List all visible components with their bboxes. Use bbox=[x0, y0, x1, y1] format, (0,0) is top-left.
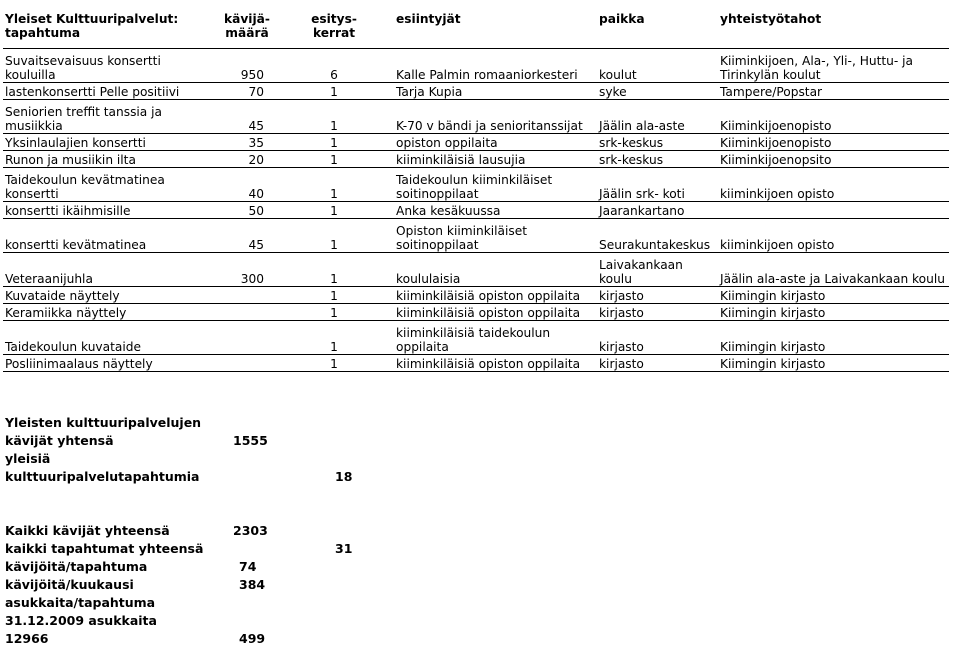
header-cell-2: esitys- kerrat bbox=[274, 12, 394, 48]
summary-total-label-2: kävijöitä/tapahtuma bbox=[5, 559, 148, 574]
table-cell-0: Taidekoulun kuvataide bbox=[3, 320, 220, 354]
table-cell-3: kiiminkiläisiä lausujia bbox=[394, 150, 597, 167]
table-cell-0: Taidekoulun kevätmatinea konsertti bbox=[3, 167, 220, 201]
summary-total-value-3: 384 bbox=[239, 577, 266, 592]
table-cell-2: 1 bbox=[274, 82, 394, 99]
table-cell-1: 40 bbox=[220, 167, 274, 201]
table-row bbox=[3, 150, 949, 167]
table-row bbox=[3, 286, 949, 303]
table-cell-0: Kuvataide näyttely bbox=[3, 286, 220, 303]
table-row bbox=[3, 99, 949, 133]
table-cell-1 bbox=[220, 286, 274, 303]
table-cell-4: kirjasto bbox=[597, 303, 718, 320]
table-cell-0: Seniorien treffit tanssia ja musiikkia bbox=[3, 99, 220, 133]
table-cell-3: kiiminkiläisiä opiston oppilaita bbox=[394, 354, 597, 371]
summary-total-label-6: 12966 bbox=[5, 631, 49, 646]
table-row bbox=[3, 303, 949, 320]
table-cell-2: 1 bbox=[274, 252, 394, 286]
table-row bbox=[3, 167, 949, 201]
table-cell-3: kiiminkiläisiä opiston oppilaita bbox=[394, 286, 597, 303]
header-cell-4: paikka bbox=[597, 12, 718, 48]
table-header-row bbox=[3, 12, 949, 48]
summary-totals bbox=[5, 522, 405, 648]
table-cell-0: lastenkonsertti Pelle positiivi bbox=[3, 82, 220, 99]
summary-total-value-2: 74 bbox=[239, 559, 257, 574]
summary-general-title: Yleisten kulttuuripalvelujen bbox=[5, 415, 202, 430]
table-cell-2: 1 bbox=[274, 133, 394, 150]
summary-total-label-5: 31.12.2009 asukkaita bbox=[5, 613, 157, 628]
table-cell-5: Kiiminkijoenopisto bbox=[718, 133, 949, 150]
summary-total-value-1: 31 bbox=[335, 541, 353, 556]
table-cell-2: 1 bbox=[274, 303, 394, 320]
header-cell-0: Yleiset Kulttuuripalvelut: tapahtuma bbox=[3, 12, 220, 48]
summary-total-label-3: kävijöitä/kuukausi bbox=[5, 577, 134, 592]
summary-visitors-value: 1555 bbox=[233, 433, 268, 448]
table-cell-4: Laivakankaan koulu bbox=[597, 252, 718, 286]
summary-general bbox=[5, 414, 405, 494]
table-cell-2: 6 bbox=[274, 48, 394, 82]
table-cell-0: konsertti kevätmatinea bbox=[3, 218, 220, 252]
table-cell-1 bbox=[220, 303, 274, 320]
table-cell-1 bbox=[220, 320, 274, 354]
summary-events-label: kulttuuripalvelutapahtumia bbox=[5, 469, 200, 484]
table-cell-1: 45 bbox=[220, 218, 274, 252]
table-cell-3: K-70 v bändi ja senioritanssijat bbox=[394, 99, 597, 133]
table-cell-0: Keramiikka näyttely bbox=[3, 303, 220, 320]
summary-total-label-1: kaikki tapahtumat yhteensä bbox=[5, 541, 204, 556]
table-cell-2: 1 bbox=[274, 201, 394, 218]
table-cell-3: kiiminkiläisiä taidekoulun oppilaita bbox=[394, 320, 597, 354]
table-cell-2: 1 bbox=[274, 320, 394, 354]
table-row bbox=[3, 320, 949, 354]
table-cell-3: kiiminkiläisiä opiston oppilaita bbox=[394, 303, 597, 320]
table-cell-2: 1 bbox=[274, 354, 394, 371]
table-cell-3: Opiston kiiminkiläiset soitinoppilaat bbox=[394, 218, 597, 252]
table-cell-5 bbox=[718, 201, 949, 218]
table-cell-0: konsertti ikäihmisille bbox=[3, 201, 220, 218]
table-cell-5: kiiminkijoen opisto bbox=[718, 167, 949, 201]
table-cell-5: Kiiminkijoenopisto bbox=[718, 99, 949, 133]
header-cell-5: yhteistyötahot bbox=[718, 12, 949, 48]
table-cell-4: srk-keskus bbox=[597, 133, 718, 150]
table-cell-5: Kiimingin kirjasto bbox=[718, 354, 949, 371]
table-cell-4: kirjasto bbox=[597, 354, 718, 371]
table-cell-1: 35 bbox=[220, 133, 274, 150]
table-cell-4: Jäälin ala-aste bbox=[597, 99, 718, 133]
table-cell-4: Jaarankartano bbox=[597, 201, 718, 218]
table-row bbox=[3, 48, 949, 82]
table-cell-4: srk-keskus bbox=[597, 150, 718, 167]
table-cell-3: Kalle Palmin romaaniorkesteri bbox=[394, 48, 597, 82]
events-table bbox=[3, 12, 949, 372]
table-cell-1: 50 bbox=[220, 201, 274, 218]
table-cell-2: 1 bbox=[274, 286, 394, 303]
table-cell-5: Kiiminkijoenopsito bbox=[718, 150, 949, 167]
table-cell-4: syke bbox=[597, 82, 718, 99]
table-cell-4: Seurakuntakeskus bbox=[597, 218, 718, 252]
table-cell-3: Taidekoulun kiiminkiläiset soitinoppilaat bbox=[394, 167, 597, 201]
table-cell-2: 1 bbox=[274, 218, 394, 252]
header-cell-1: kävijä- määrä bbox=[220, 12, 274, 48]
table-cell-1 bbox=[220, 354, 274, 371]
table-cell-4: kirjasto bbox=[597, 320, 718, 354]
table-cell-2: 1 bbox=[274, 167, 394, 201]
table-row bbox=[3, 252, 949, 286]
table-row bbox=[3, 133, 949, 150]
table-cell-0: Suvaitsevaisuus konsertti kouluilla bbox=[3, 48, 220, 82]
table-cell-1: 300 bbox=[220, 252, 274, 286]
table-cell-3: Tarja Kupia bbox=[394, 82, 597, 99]
table-row bbox=[3, 218, 949, 252]
table-cell-3: opiston oppilaita bbox=[394, 133, 597, 150]
summary-total-value-6: 499 bbox=[239, 631, 266, 646]
table-row bbox=[3, 201, 949, 218]
table-cell-0: Runon ja musiikin ilta bbox=[3, 150, 220, 167]
table-cell-4: Jäälin srk- koti bbox=[597, 167, 718, 201]
table-cell-3: koululaisia bbox=[394, 252, 597, 286]
table-row bbox=[3, 354, 949, 371]
table-cell-4: kirjasto bbox=[597, 286, 718, 303]
summary-total-label-4: asukkaita/tapahtuma bbox=[5, 595, 156, 610]
table-cell-3: Anka kesäkuussa bbox=[394, 201, 597, 218]
table-cell-5: Kiimingin kirjasto bbox=[718, 320, 949, 354]
table-cell-0: Veteraanijuhla bbox=[3, 252, 220, 286]
table-cell-5: Kiimingin kirjasto bbox=[718, 286, 949, 303]
summary-general-label: yleisiä bbox=[5, 451, 51, 466]
table-cell-5: Tampere/Popstar bbox=[718, 82, 949, 99]
header-cell-3: esiintyjät bbox=[394, 12, 597, 48]
table-cell-5: Kiimingin kirjasto bbox=[718, 303, 949, 320]
summary-total-value-0: 2303 bbox=[233, 523, 268, 538]
table-cell-5: Jäälin ala-aste ja Laivakankaan koulu bbox=[718, 252, 949, 286]
table-cell-4: koulut bbox=[597, 48, 718, 82]
table-row bbox=[3, 82, 949, 99]
table-cell-0: Yksinlaulajien konsertti bbox=[3, 133, 220, 150]
summary-events-value: 18 bbox=[335, 469, 353, 484]
table-cell-0: Posliinimaalaus näyttely bbox=[3, 354, 220, 371]
table-cell-5: Kiiminkijoen, Ala-, Yli-, Huttu- ja Tirinkylän koulut bbox=[718, 48, 949, 82]
table-cell-1: 45 bbox=[220, 99, 274, 133]
table-cell-1: 70 bbox=[220, 82, 274, 99]
summary-visitors-label: kävijät yhtensä bbox=[5, 433, 114, 448]
table-cell-5: kiiminkijoen opisto bbox=[718, 218, 949, 252]
table-cell-2: 1 bbox=[274, 99, 394, 133]
table-cell-1: 20 bbox=[220, 150, 274, 167]
table-cell-1: 950 bbox=[220, 48, 274, 82]
table-cell-2: 1 bbox=[274, 150, 394, 167]
summary-total-label-0: Kaikki kävijät yhteensä bbox=[5, 523, 170, 538]
